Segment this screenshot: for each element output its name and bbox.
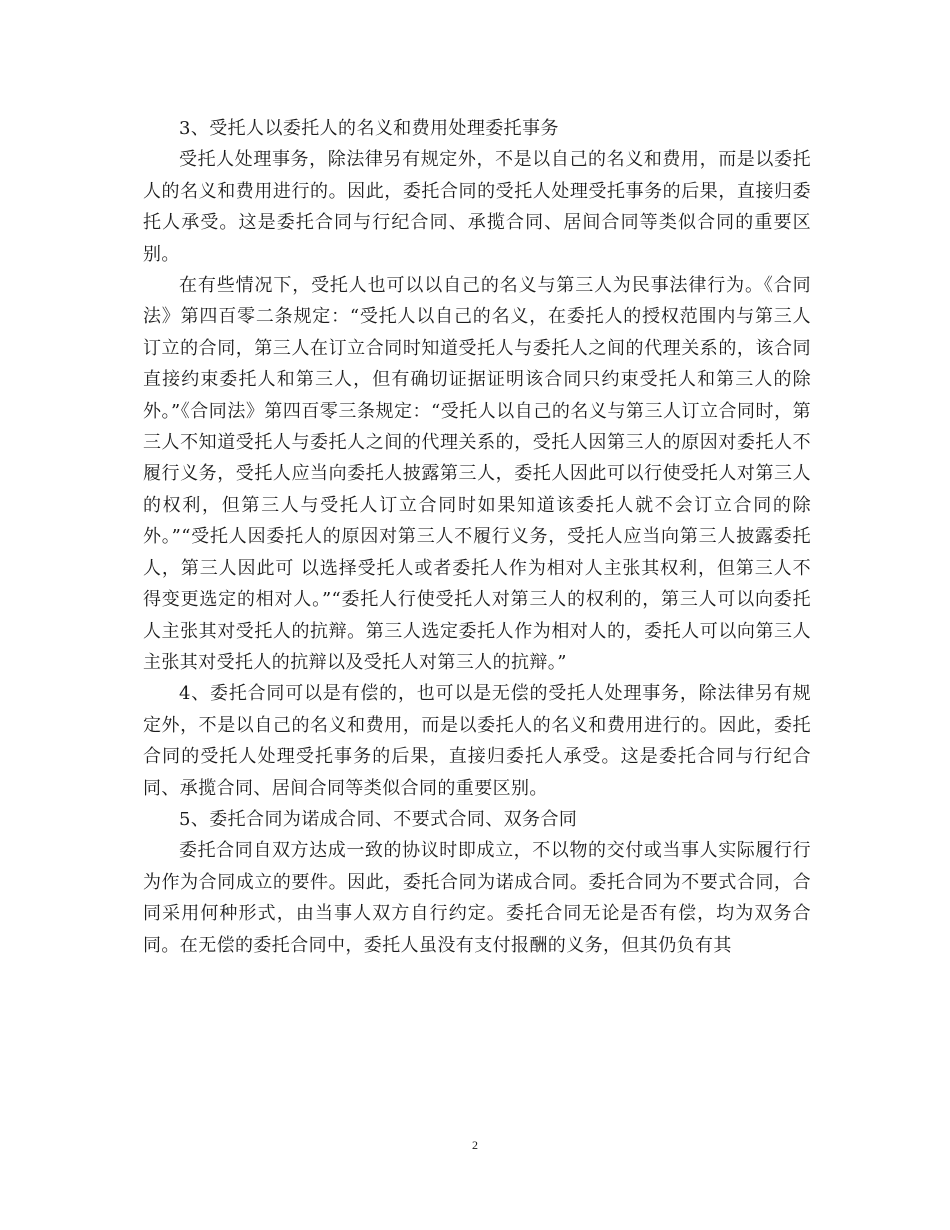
heading-3-principal-name-and-expense: 3、受托人以委托人的名义和费用处理委托事务 bbox=[179, 118, 559, 139]
page-number: 2 bbox=[472, 1138, 478, 1152]
paragraph-consensual-contract-details: 委托合同自双方达成一致的协议时即成立，不以物的交付或当事人实际履行行为作为合同成立的要件。因此，委托合同为诺成合同。委托合同为不要式合同，合同采用何种形式，由当事人双方自行约定。委托合同无论是否有偿，均为双务合同。在无偿的委托合同中，委托人虽没有支付报酬的义务，但其仍负有其 bbox=[143, 840, 811, 956]
paragraph-contract-law-articles: 在有些情况下，受托人也可以以自己的名义与第三人为民事法律行为。《合同法》第四百零二条规定：“受托人以自己的名义，在委托人的授权范围内与第三人订立的合同，第三人在订立合同时知道受托人与委托人之间的代理关系的，该合同直接约束委托人和第三人，但有确切证据证明该合同只约束受托人和第三人的除外。”《合同法》第四百零三条规定：“受托人以自己的名义与第三人订立合同时，第三人不知道受托人与委托人之间的代理关系的，受托人因第三人的原因对委托人不履行义务，受托人应当向委托人披露第三人，委托人因此可以行使受托人对第三人的权利，但第三人与受托人订立合同时如果知道该委托人就不会订立合同的除外。”“受托人因委托人的原因对第三人不履行义务，受托人应当向第三人披露委托人，第三人因此可 以选择受托人或者委托人作为相对人主张其权利，但第三人不得变更选定的相对人。”“委托人行使受托人对第三人的权利的，第三人可以向委托人主张其对受托人的抗辩。第三人选定委托人作为相对人的，委托人可以向第三人主张其对受托人的抗辩以及受托人对第三人的抗辩。” bbox=[143, 275, 811, 673]
paragraph-4-paid-or-unpaid: 4、委托合同可以是有偿的，也可以是无偿的受托人处理事务，除法律另有规定外，不是以自己的名义和费用，而是以委托人的名义和费用进行的。因此，委托合同的受托人处理受托事务的后果，直接归委托人承受。这是委托合同与行纪合同、承揽合同、居间合同等类似合同的重要区别。 bbox=[143, 683, 811, 799]
document-body bbox=[143, 113, 811, 961]
heading-5-consensual-contract: 5、委托合同为诺成合同、不要式合同、双务合同 bbox=[179, 808, 578, 830]
paragraph-agent-handles-affairs: 受托人处理事务，除法律另有规定外，不是以自己的名义和费用，而是以委托人的名义和费用进行的。因此，委托合同的受托人处理受托事务的后果，直接归委托人承受。这是委托合同与行纪合同、承揽合同、居间合同等类似合同的重要区别。 bbox=[143, 149, 811, 265]
